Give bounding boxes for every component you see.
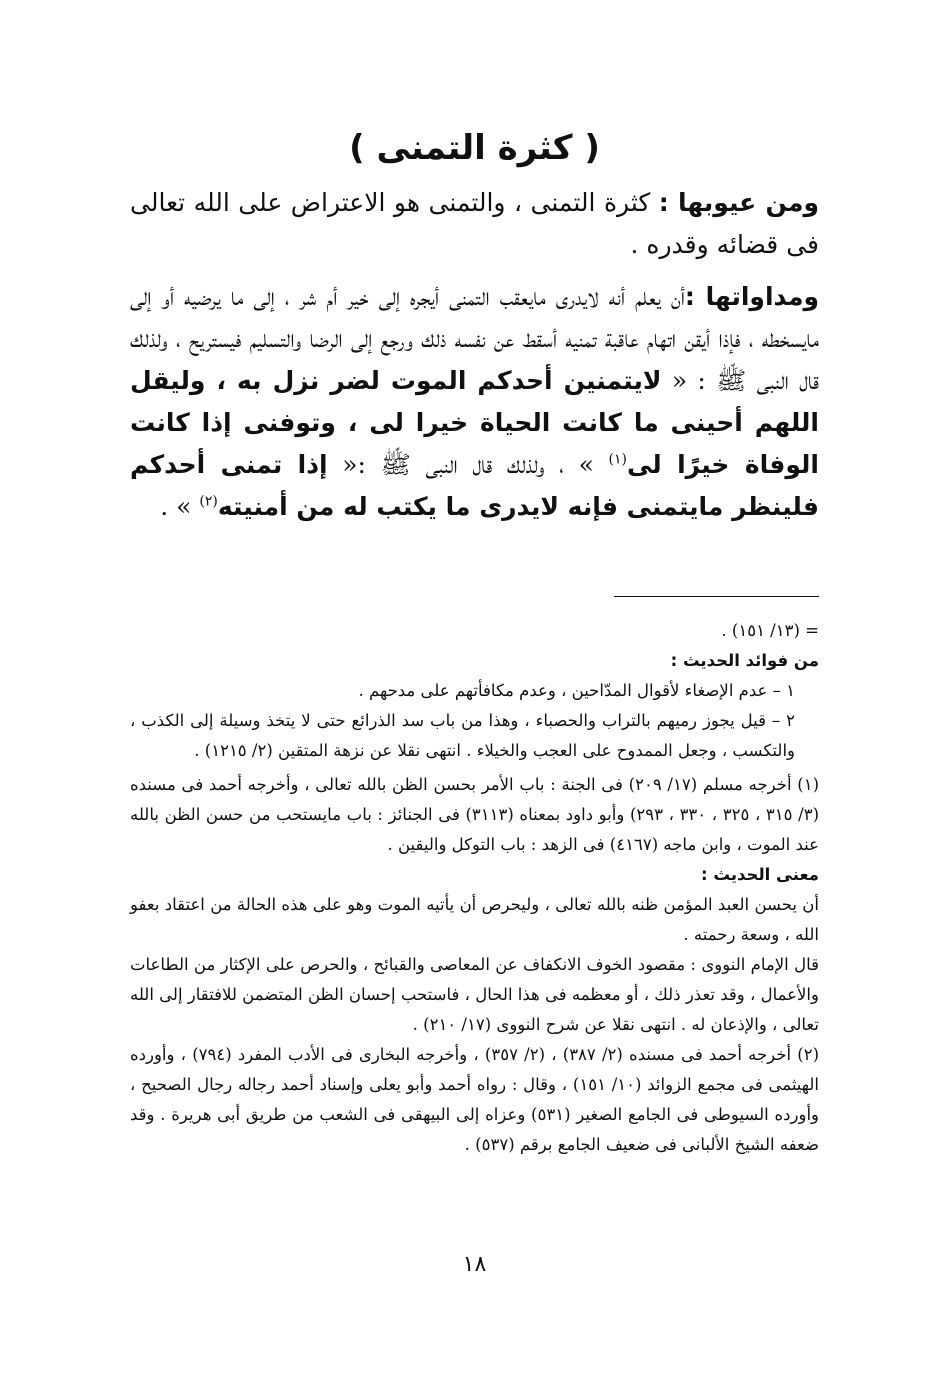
paragraph-remedy — [130, 276, 819, 528]
footnotes — [130, 616, 819, 1160]
paragraph-faults — [130, 182, 819, 266]
benefits-heading: من فوائد الحديث : — [670, 651, 819, 670]
meaning-text: أن يحسن العبد المؤمن ظنه بالله تعالى ، وليحرص أن يأتيه الموت وهو على هذه الحالة من اعتقاد بعفو الله ، وسعة رحمته . — [130, 895, 819, 944]
footnote-ref-1: (١) — [608, 451, 627, 468]
footnote-ref-2: (٢) — [199, 493, 218, 510]
footnote-continuation: = (١٣/ ١٥١) . — [721, 621, 819, 640]
faults-lead: ومن عيوبها : — [658, 188, 820, 217]
hadith-quote-2: إذا تمنى أحدكم فلينظر مايتمنى فإنه لايدرى ما يكتب له من أمنيته — [130, 450, 819, 521]
footnote-2: (٢) أخرجه أحمد فى مسنده (٢/ ٣٨٧) ، (٢/ ٣٥٧) ، وأخرجه البخارى فى الأدب المفرد (٧٩٤) ، وأورده الهيثمى فى مجمع الزوائد (١٠/ ١٥١) ، وقال : رواه أحمد وأبو يعلى وإسناد أحمد رجاله رجال الصحيح ، وأورده السيوطى فى الجامع الصغير (٥٣١) وعزاه إلى البيهقى فى الشعب من طريق أبى هريرة . وقد ضعفه الشيخ الألبانى فى ضعيف الجامع برقم (٥٣٧) . — [130, 1045, 820, 1154]
remedy-text-3: » . — [160, 492, 200, 521]
benefit-1: ١ – عدم الإصغاء لأقوال المدّاحين ، وعدم مكافأتهم على مدحهم . — [358, 681, 795, 700]
hadith-quote-1: لايتمنين أحدكم الموت لضر نزل به ، وليقل اللهم أحينى ما كانت الحياة خيرا لى ، وتوفنى إذا كانت الوفاة خيرًا لى — [130, 366, 819, 479]
remedy-text-2: » ، ولذلك قال النبى ﷺ :« — [327, 450, 609, 479]
remedy-lead: ومداواتها : — [684, 282, 819, 311]
section-title: ( كثرة التمنى ) — [349, 128, 600, 168]
footnote-1: (١) أخرجه مسلم (١٧/ ٢٠٩) فى الجنة : باب الأمر بحسن الظن بالله تعالى ، وأخرجه أحمد فى مسنده (٣/ ٣١٥ ، ٣٢٥ ، ٣٣٠ ، ٢٩٣) وأبو داود بمعناه (٣١١٣) فى الجنائز : باب مايستحب من حسن الظن بالله عند الموت ، وابن ماجه (٤١٦٧) فى الزهد : باب التوكل واليقين . — [130, 775, 819, 854]
remedy-text-1: أن يعلم أنه لايدرى مايعقب التمنى أيجره إلى خير أم شر ، إلى ما يرضيه أو إلى مايسخطه ، فإذا أيقن اتهام عاقبة تمنيه أسقط عن نفسه ذلك ورجع إلى الرضا والتسليم فيستريح ، ولذلك قال النبى ﷺ : « — [130, 282, 819, 395]
page-number: ١٨ — [462, 1252, 487, 1277]
benefit-2: ٢ – قيل يجوز رميهم بالتراب والحصباء ، وهذا من باب سد الذرائع حتى لا يتخذ وسيلة إلى الكذب ، والتكسب ، وجعل الممدوح على العجب والخيلاء . انتهى نقلا عن نزهة المتقين (٢/ ١٢١٥) . — [130, 711, 795, 760]
nawawi-text: قال الإمام النووى : مقصود الخوف الانكفاف عن المعاصى والقبائح ، والحرص على الإكثار من الطاعات والأعمال ، وقد تعذر ذلك ، أو معظمه فى هذا الحال ، فاستحب إحسان الظن المتضمن للافتقار إلى الله تعالى ، والإذعان له . انتهى نقلا عن شرح النووى (١٧/ ٢١٠) . — [130, 955, 819, 1034]
main-text — [130, 182, 819, 538]
meaning-heading: معنى الحديث : — [701, 865, 819, 884]
faults-text: كثرة التمنى ، والتمنى هو الاعتراض على الله تعالى فى قضائه وقدره . — [130, 188, 819, 259]
footnote-divider — [614, 596, 819, 597]
